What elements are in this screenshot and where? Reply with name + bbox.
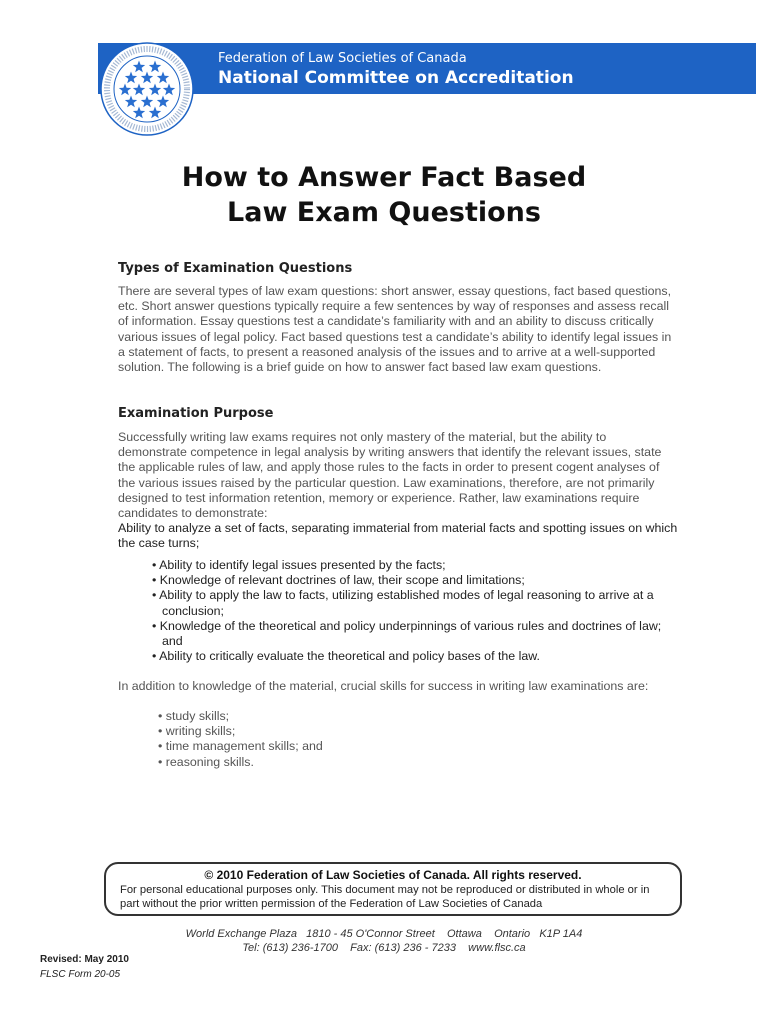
list-item: • study skills;: [158, 709, 230, 723]
ability-list: [152, 558, 672, 664]
organization-name: Federation of Law Societies of Canada: [218, 51, 467, 66]
skills-intro: In addition to knowledge of the material, crucial skills for success in writing law examinations are:: [118, 679, 649, 693]
list-item: • Knowledge of the theoretical and policy underpinnings of various rules and doctrines of law; and: [152, 618, 662, 649]
contact-line: Tel: (613) 236-1700 Fax: (613) 236 - 7233 www.flsc.ca: [242, 942, 526, 954]
purpose-paragraph: Successfully writing law exams requires not only mastery of the material, but the ability to demonstrate competence in legal analysis by writing answers that identify the relevant issues, state the applicable rules of law, and apply those rules to the facts in order to present cogent analyses of the various issues raised by the particular question. Law examinations, therefore, are not primarily designed to test information retention, memory or experience. Rather, law examinations require candidates to demonstrate:: [118, 430, 662, 521]
document-title-line-2: Law Exam Questions: [227, 197, 541, 228]
section-heading-types: Types of Examination Questions: [118, 261, 353, 276]
list-item: • time management skills; and: [158, 739, 323, 754]
committee-name: National Committee on Accreditation: [218, 68, 574, 88]
list-item: • reasoning skills.: [158, 754, 254, 769]
copyright-notice: For personal educational purposes only. This document may not be reproduced or distributed in whole or in part without the prior written permission of the Federation of Law Societies of Canada: [120, 884, 650, 910]
skills-list: [158, 709, 323, 770]
header-band: [98, 43, 756, 94]
copyright-line: © 2010 Federation of Law Societies of Canada. All rights reserved.: [204, 868, 582, 882]
document-title-line-1: How to Answer Fact Based: [181, 162, 587, 193]
list-item: • Knowledge of relevant doctrines of law, their scope and limitations;: [152, 573, 525, 588]
list-item: • Ability to apply the law to facts, utilizing established modes of legal reasoning to arrive at a conclusion;: [152, 588, 654, 618]
first-ability-text: Ability to analyze a set of facts, separating immaterial from material facts and spotting issues on which the case turns;: [118, 521, 678, 551]
form-number: FLSC Form 20-05: [40, 969, 121, 980]
section-heading-purpose: Examination Purpose: [118, 406, 274, 421]
copyright-box: [104, 862, 682, 916]
address-line: World Exchange Plaza 1810 - 45 O'Connor Street Ottawa Ontario K1P 1A4: [185, 928, 583, 940]
revised-date: Revised: May 2010: [40, 954, 129, 965]
list-item: • writing skills;: [158, 724, 236, 739]
flsc-seal-logo: [100, 42, 194, 136]
list-item: • Ability to critically evaluate the theoretical and policy bases of the law.: [152, 649, 540, 664]
list-item: • Ability to identify legal issues presented by the facts;: [152, 558, 446, 572]
types-paragraph: There are several types of law exam questions: short answer, essay questions, fact based questions, etc. Short answer questions typically require a few sentences by way of responses and assess recall of information. Essay questions test a candidate’s familiarity with and an ability to discuss critically various issues of legal policy. Fact based questions test a candidate’s ability to identify legal issues in a statement of facts, to present a reasoned analysis of the issues and to arrive at a well-supported solution. The following is a brief guide on how to answer fact based law exam questions.: [118, 284, 672, 375]
